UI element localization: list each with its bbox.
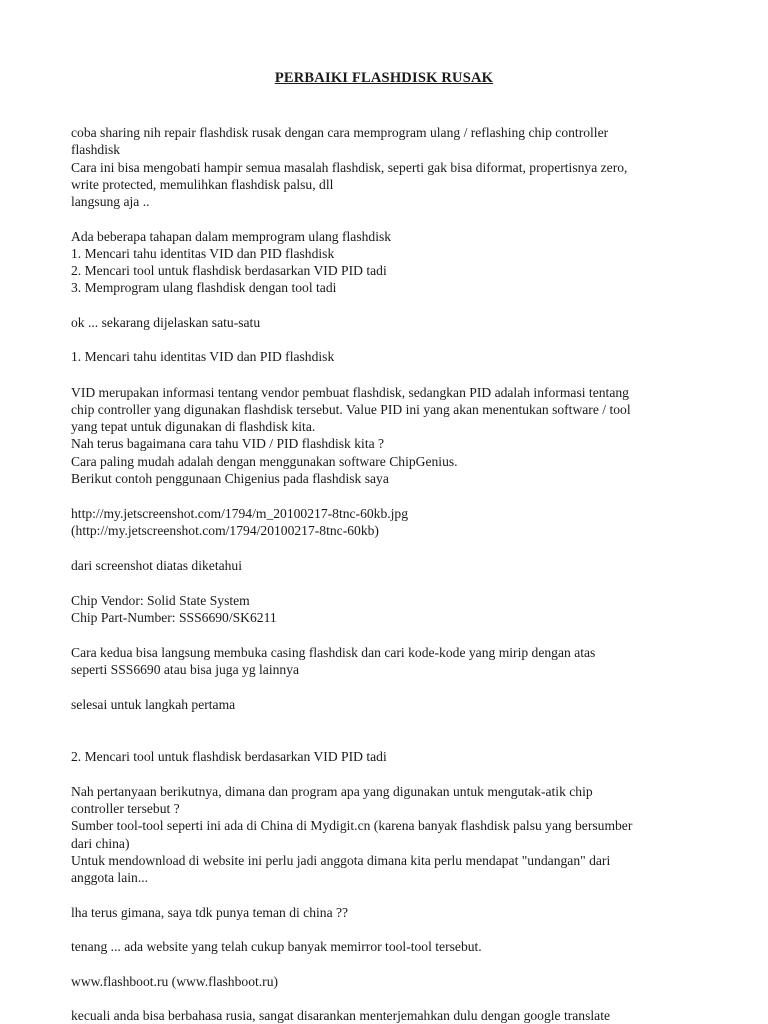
text-line: Chip Vendor: Solid State System [71, 593, 250, 608]
section-heading: 2. Mencari tool untuk flashdisk berdasarkan VID PID tadi [71, 749, 387, 764]
text-line: dari screenshot diatas diketahui [71, 558, 242, 573]
text-line: Untuk mendownload di website ini perlu jadi anggota dimana kita perlu mendapat "undangan" dari [71, 853, 611, 868]
url-line: http://my.jetscreenshot.com/1794/m_20100217-8tnc-60kb.jpg [71, 506, 409, 521]
text-line: write protected, memulihkan flashdisk palsu, dll [71, 177, 334, 192]
text-line: selesai untuk langkah pertama [71, 697, 236, 712]
text-line: lha terus gimana, saya tdk punya teman di china ?? [71, 905, 349, 920]
text-line: controller tersebut ? [71, 801, 180, 816]
list-item: 1. Mencari tahu identitas VID dan PID flashdisk [71, 246, 335, 261]
text-line: yang tepat untuk digunakan di flashdisk kita. [71, 419, 316, 434]
text-line: Cara kedua bisa langsung membuka casing flashdisk dan cari kode-kode yang mirip dengan atas [71, 645, 596, 660]
text-line: Chip Part-Number: SSS6690/SK6211 [71, 610, 277, 625]
text-line: Nah pertanyaan berikutnya, dimana dan program apa yang digunakan untuk mengutak-atik chip [71, 784, 593, 799]
text-line: Cara paling mudah adalah dengan menggunakan software ChipGenius. [71, 454, 458, 469]
text-line: coba sharing nih repair flashdisk rusak dengan cara memprogram ulang / reflashing chip controller [71, 125, 609, 140]
text-line: chip controller yang digunakan flashdisk tersebut. Value PID ini yang akan menentukan software / tool [71, 402, 631, 417]
text-line: anggota lain... [71, 870, 149, 885]
text-line: Nah terus bagaimana cara tahu VID / PID flashdisk kita ? [71, 436, 385, 451]
section-heading: 1. Mencari tahu identitas VID dan PID flashdisk [71, 349, 335, 364]
text-line: ok ... sekarang dijelaskan satu-satu [71, 315, 261, 330]
text-line: seperti SSS6690 atau bisa juga yg lainnya [71, 662, 300, 677]
url-line: (http://my.jetscreenshot.com/1794/20100217-8tnc-60kb) [71, 523, 379, 538]
list-item: 2. Mencari tool untuk flashdisk berdasarkan VID PID tadi [71, 263, 387, 278]
list-item: 3. Memprogram ulang flashdisk dengan tool tadi [71, 280, 337, 295]
text-line: VID merupakan informasi tentang vendor pembuat flashdisk, sedangkan PID adalah informasi tentang [71, 385, 629, 400]
text-line: Sumber tool-tool seperti ini ada di China di Mydigit.cn (karena banyak flashdisk palsu yang bersumber [71, 818, 633, 833]
text-line: Cara ini bisa mengobati hampir semua masalah flashdisk, seperti gak bisa diformat, propertisnya zero, [71, 160, 628, 175]
text-line: kecuali anda bisa berbahasa rusia, sangat disarankan menterjemahkan dulu dengan google translate [71, 1008, 611, 1023]
text-line: Berikut contoh penggunaan Chigenius pada flashdisk saya [71, 471, 389, 486]
text-line: dari china) [71, 836, 130, 851]
text-line: tenang ... ada website yang telah cukup banyak memirror tool-tool tersebut. [71, 939, 482, 954]
text-line: Ada beberapa tahapan dalam memprogram ulang flashdisk [71, 229, 392, 244]
url-line: www.flashboot.ru (www.flashboot.ru) [71, 974, 279, 989]
text-line: flashdisk [71, 142, 121, 157]
document-title: PERBAIKI FLASHDISK RUSAK [274, 70, 494, 86]
text-line: langsung aja .. [71, 194, 150, 209]
